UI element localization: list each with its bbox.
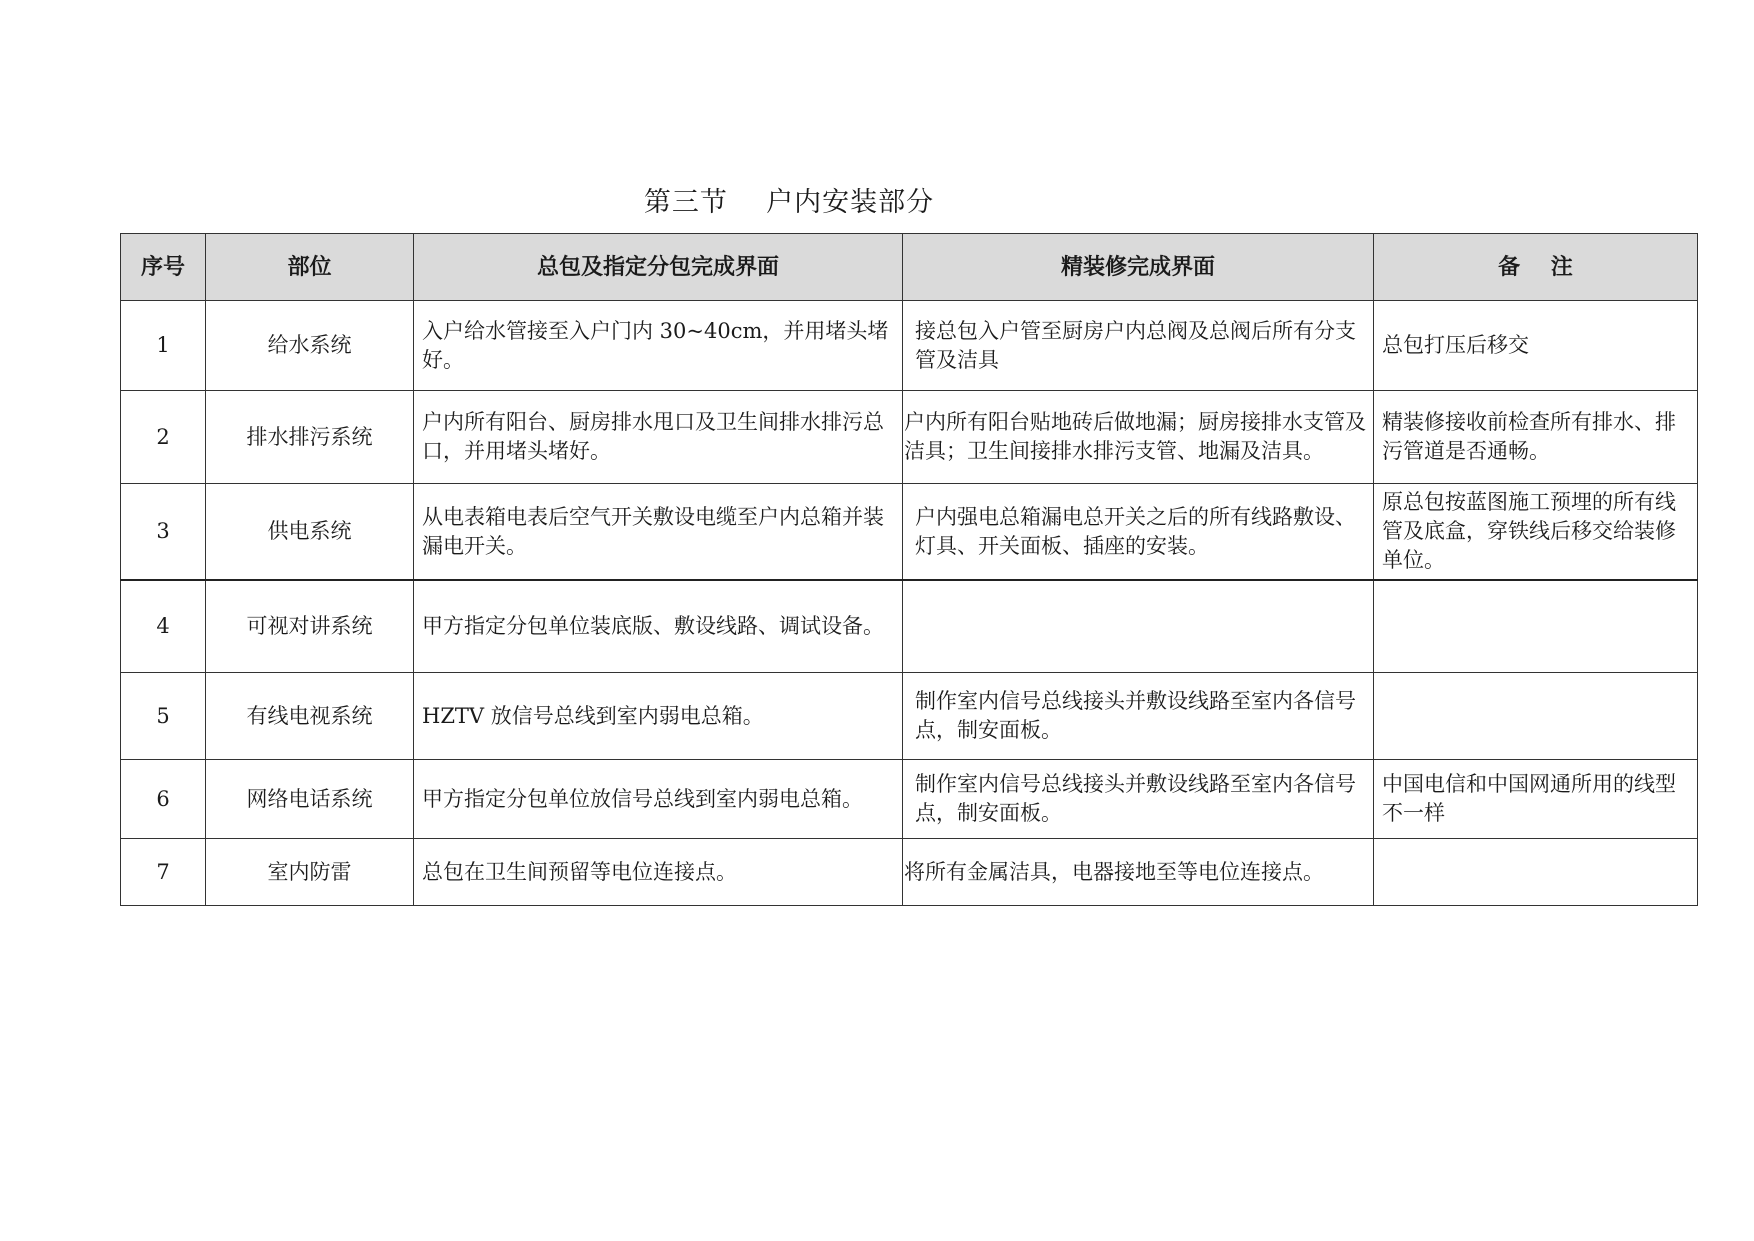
cell-part: 供电系统 bbox=[206, 484, 414, 581]
table-row bbox=[121, 484, 1698, 581]
cell-no: 3 bbox=[121, 484, 206, 581]
cell-no: 6 bbox=[121, 760, 206, 839]
cell-part: 网络电话系统 bbox=[206, 760, 414, 839]
cell-remarks: 原总包按蓝图施工预埋的所有线管及底盒，穿铁线后移交给装修单位。 bbox=[1374, 484, 1698, 581]
cell-no: 5 bbox=[121, 673, 206, 760]
cell-part: 可视对讲系统 bbox=[206, 580, 414, 673]
page-title: 第三节 户内安装部分 bbox=[643, 187, 935, 218]
header-part: 部位 bbox=[206, 234, 414, 301]
cell-remarks bbox=[1374, 839, 1698, 906]
header-fitout: 精装修完成界面 bbox=[903, 234, 1374, 301]
cell-fitout: 制作室内信号总线接头并敷设线路至室内各信号点，制安面板。 bbox=[903, 673, 1374, 760]
scope-table bbox=[120, 233, 1698, 906]
header-remarks: 备 注 bbox=[1374, 234, 1698, 301]
cell-general-contractor: 甲方指定分包单位装底版、敷设线路、调试设备。 bbox=[414, 580, 903, 673]
cell-fitout: 户内所有阳台贴地砖后做地漏；厨房接排水支管及洁具；卫生间接排水排污支管、地漏及洁具。 bbox=[903, 391, 1374, 484]
cell-remarks: 中国电信和中国网通所用的线型不一样 bbox=[1374, 760, 1698, 839]
cell-part: 室内防雷 bbox=[206, 839, 414, 906]
cell-general-contractor: 甲方指定分包单位放信号总线到室内弱电总箱。 bbox=[414, 760, 903, 839]
table-row bbox=[121, 760, 1698, 839]
header-no: 序号 bbox=[121, 234, 206, 301]
cell-part: 排水排污系统 bbox=[206, 391, 414, 484]
cell-general-contractor: 总包在卫生间预留等电位连接点。 bbox=[414, 839, 903, 906]
cell-remarks: 总包打压后移交 bbox=[1374, 301, 1698, 391]
table-row bbox=[121, 673, 1698, 760]
cell-remarks bbox=[1374, 673, 1698, 760]
cell-no: 4 bbox=[121, 580, 206, 673]
table-row bbox=[121, 391, 1698, 484]
table-header-row bbox=[121, 234, 1698, 301]
table-row bbox=[121, 839, 1698, 906]
table-row bbox=[121, 301, 1698, 391]
cell-fitout bbox=[903, 580, 1374, 673]
cell-general-contractor: 户内所有阳台、厨房排水甩口及卫生间排水排污总口，并用堵头堵好。 bbox=[414, 391, 903, 484]
cell-no: 2 bbox=[121, 391, 206, 484]
table-row bbox=[121, 580, 1698, 673]
cell-no: 7 bbox=[121, 839, 206, 906]
cell-part: 给水系统 bbox=[206, 301, 414, 391]
cell-fitout: 户内强电总箱漏电总开关之后的所有线路敷设、灯具、开关面板、插座的安装。 bbox=[903, 484, 1374, 581]
cell-general-contractor: HZTV 放信号总线到室内弱电总箱。 bbox=[414, 673, 903, 760]
cell-no: 1 bbox=[121, 301, 206, 391]
cell-fitout: 将所有金属洁具，电器接地至等电位连接点。 bbox=[903, 839, 1374, 906]
cell-part: 有线电视系统 bbox=[206, 673, 414, 760]
cell-fitout: 制作室内信号总线接头并敷设线路至室内各信号点，制安面板。 bbox=[903, 760, 1374, 839]
cell-fitout: 接总包入户管至厨房户内总阀及总阀后所有分支管及洁具 bbox=[903, 301, 1374, 391]
cell-general-contractor: 入户给水管接至入户门内 30~40cm，并用堵头堵好。 bbox=[414, 301, 903, 391]
cell-remarks: 精装修接收前检查所有排水、排污管道是否通畅。 bbox=[1374, 391, 1698, 484]
cell-general-contractor: 从电表箱电表后空气开关敷设电缆至户内总箱并装漏电开关。 bbox=[414, 484, 903, 581]
cell-remarks bbox=[1374, 580, 1698, 673]
header-general-contractor: 总包及指定分包完成界面 bbox=[414, 234, 903, 301]
